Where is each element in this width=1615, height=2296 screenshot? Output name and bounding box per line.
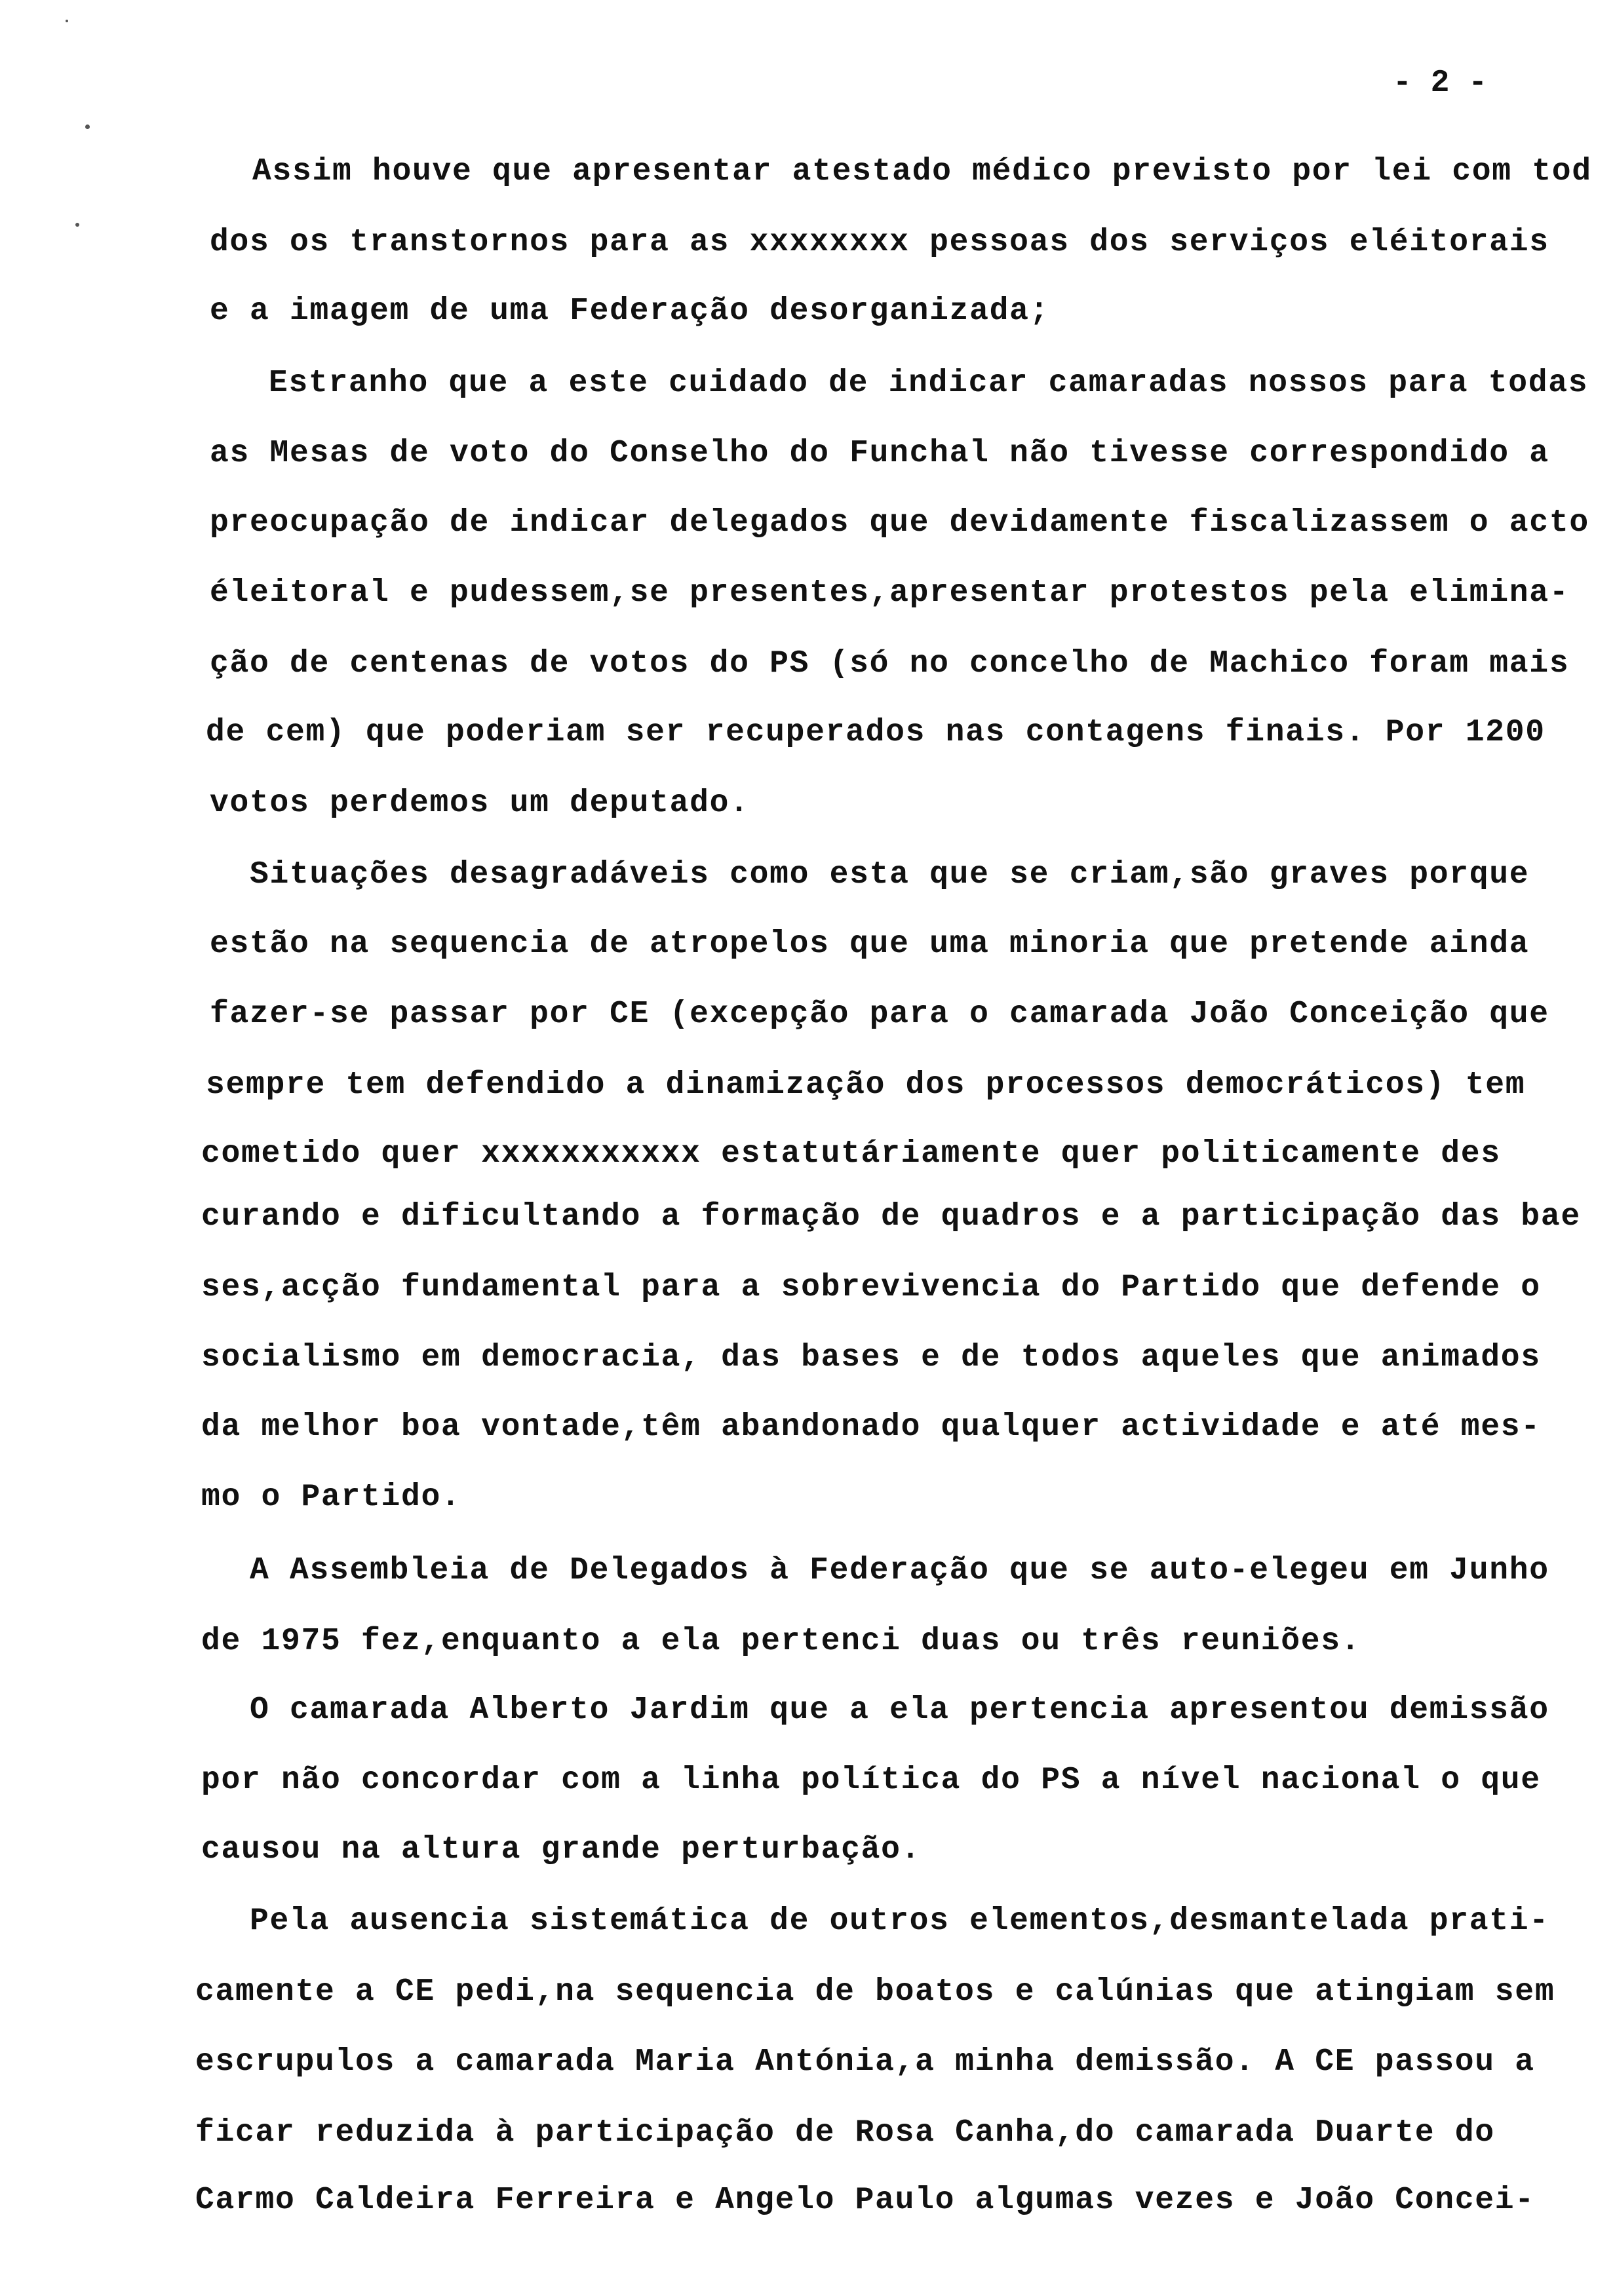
text-line: ção de centenas de votos do PS (só no concelho de Machico foram mais bbox=[210, 646, 1570, 681]
text-line: causou na altura grande perturbação. bbox=[201, 1832, 922, 1867]
text-line: da melhor boa vontade,têm abandonado qualquer actividade e até mes- bbox=[201, 1409, 1541, 1445]
text-line: e a imagem de uma Federação desorganizada; bbox=[210, 294, 1050, 329]
text-line: cometido quer xxxxxxxxxxx estatutáriamente quer politicamente des bbox=[201, 1136, 1501, 1172]
page-number: - 2 - bbox=[1393, 66, 1488, 101]
scan-speck bbox=[66, 20, 68, 22]
text-line: socialismo em democracia, das bases e de todos aqueles que animados bbox=[201, 1340, 1541, 1375]
text-line: fazer-se passar por CE (excepção para o camarada João Conceição que bbox=[210, 997, 1549, 1032]
scan-speck bbox=[85, 124, 90, 129]
text-line: sempre tem defendido a dinamização dos processos democráticos) tem bbox=[206, 1067, 1526, 1103]
text-line: camente a CE pedi,na sequencia de boatos e calúnias que atingiam sem bbox=[195, 1974, 1555, 2010]
text-line: ficar reduzida à participação de Rosa Canha,do camarada Duarte do bbox=[195, 2115, 1495, 2151]
text-line: de 1975 fez,enquanto a ela pertenci duas ou três reuniões. bbox=[201, 1624, 1361, 1659]
text-line: preocupação de indicar delegados que devidamente fiscalizassem o acto bbox=[210, 505, 1589, 541]
text-line: escrupulos a camarada Maria Antónia,a minha demissão. A CE passou a bbox=[195, 2044, 1535, 2080]
text-line: por não concordar com a linha política do PS a nível nacional o que bbox=[201, 1763, 1541, 1798]
text-line: Carmo Caldeira Ferreira e Angelo Paulo algumas vezes e João Concei- bbox=[195, 2183, 1535, 2218]
text-line: Situações desagradáveis como esta que se criam,são graves porque bbox=[250, 857, 1530, 892]
text-line: ses,acção fundamental para a sobrevivencia do Partido que defende o bbox=[201, 1270, 1541, 1305]
text-line: curando e dificultando a formação de quadros e a participação das bae bbox=[201, 1199, 1581, 1234]
text-line: estão na sequencia de atropelos que uma minoria que pretende ainda bbox=[210, 927, 1530, 962]
text-line: as Mesas de voto do Conselho do Funchal não tivesse correspondido a bbox=[210, 436, 1549, 471]
text-line: Pela ausencia sistemática de outros elementos,desmantelada prati- bbox=[250, 1904, 1549, 1939]
text-line: votos perdemos um deputado. bbox=[210, 786, 750, 821]
text-line: O camarada Alberto Jardim que a ela pertencia apresentou demissão bbox=[250, 1693, 1549, 1728]
text-line: A Assembleia de Delegados à Federação que se auto-elegeu em Junho bbox=[250, 1553, 1549, 1588]
text-line: éleitoral e pudessem,se presentes,apresentar protestos pela elimina- bbox=[210, 575, 1570, 611]
text-line: Assim houve que apresentar atestado médico previsto por lei com tod bbox=[252, 154, 1592, 189]
text-line: Estranho que a este cuidado de indicar camaradas nossos para todas bbox=[269, 366, 1589, 401]
text-line: mo o Partido. bbox=[201, 1480, 461, 1515]
text-line: dos os transtornos para as xxxxxxxx pessoas dos serviços eléitorais bbox=[210, 225, 1549, 260]
text-line: de cem) que poderiam ser recuperados nas contagens finais. Por 1200 bbox=[206, 715, 1546, 750]
scan-speck bbox=[75, 223, 79, 227]
